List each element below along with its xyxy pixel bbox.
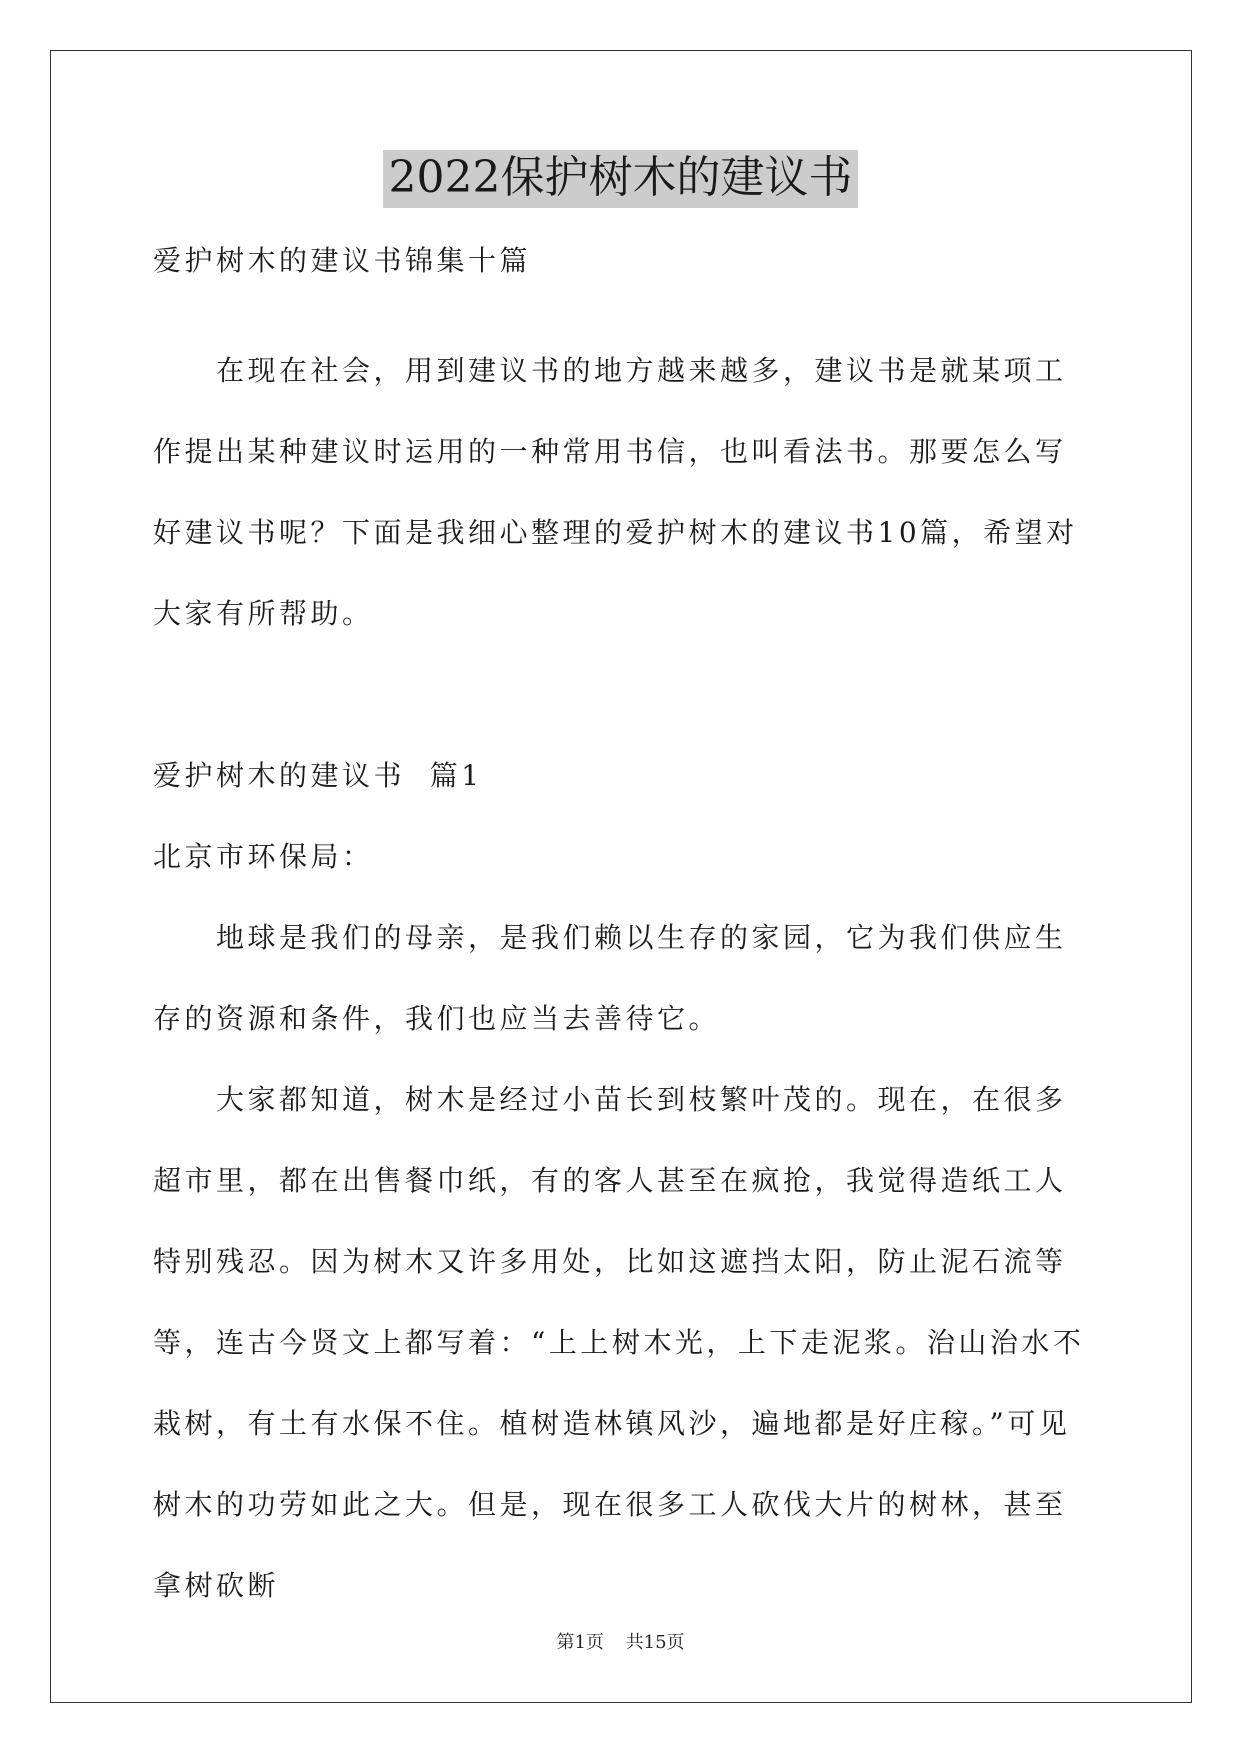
body-paragraph-text: 大家都知道，树木是经过小苗长到枝繁叶茂的。现在，在很多超市里，都在出售餐巾纸，有的客人甚至在疯抢，我觉得造纸工人特别残忍。因为树木又许多用处，比如这遮挡太阳，防止泥石流等等，连古今贤文上都写着：“上上树木光，上下走泥浆。治山治水不栽树，有土有水保不住。植树造林镇风沙，遍地都是好庄稼。”可见树木的功劳如此之大。但是，现在很多工人砍伐大片的树林，甚至拿树砍断 [153, 1083, 1085, 1602]
intro-paragraph [153, 330, 1089, 654]
section-heading-text: 爱护树木的建议书 篇1 [153, 759, 483, 792]
document-subtitle [153, 220, 1089, 301]
subtitle-text: 爱护树木的建议书锦集十篇 [153, 244, 532, 277]
letter-addressee [153, 816, 1089, 897]
body-paragraph-text: 地球是我们的母亲，是我们赖以生存的家园，它为我们供应生存的资源和条件，我们也应当去善待它。 [153, 921, 1067, 1035]
body-paragraph-2 [153, 1059, 1089, 1626]
page-footer [0, 1628, 1241, 1654]
addressee-text: 北京市环保局： [153, 840, 374, 873]
body-paragraph-1 [153, 897, 1089, 1059]
intro-text: 在现在社会，用到建议书的地方越来越多，建议书是就某项工作提出某种建议时运用的一种常用书信，也叫看法书。那要怎么写好建议书呢？下面是我细心整理的爱护树木的建议书10篇，希望对大家有所帮助。 [153, 354, 1078, 630]
document-title [0, 150, 1241, 208]
page-number-total: 共15页 [625, 1632, 685, 1653]
document-title-text: 2022保护树木的建议书 [383, 150, 859, 208]
section-heading [153, 735, 1089, 816]
page-number-current: 第1页 [556, 1632, 604, 1653]
